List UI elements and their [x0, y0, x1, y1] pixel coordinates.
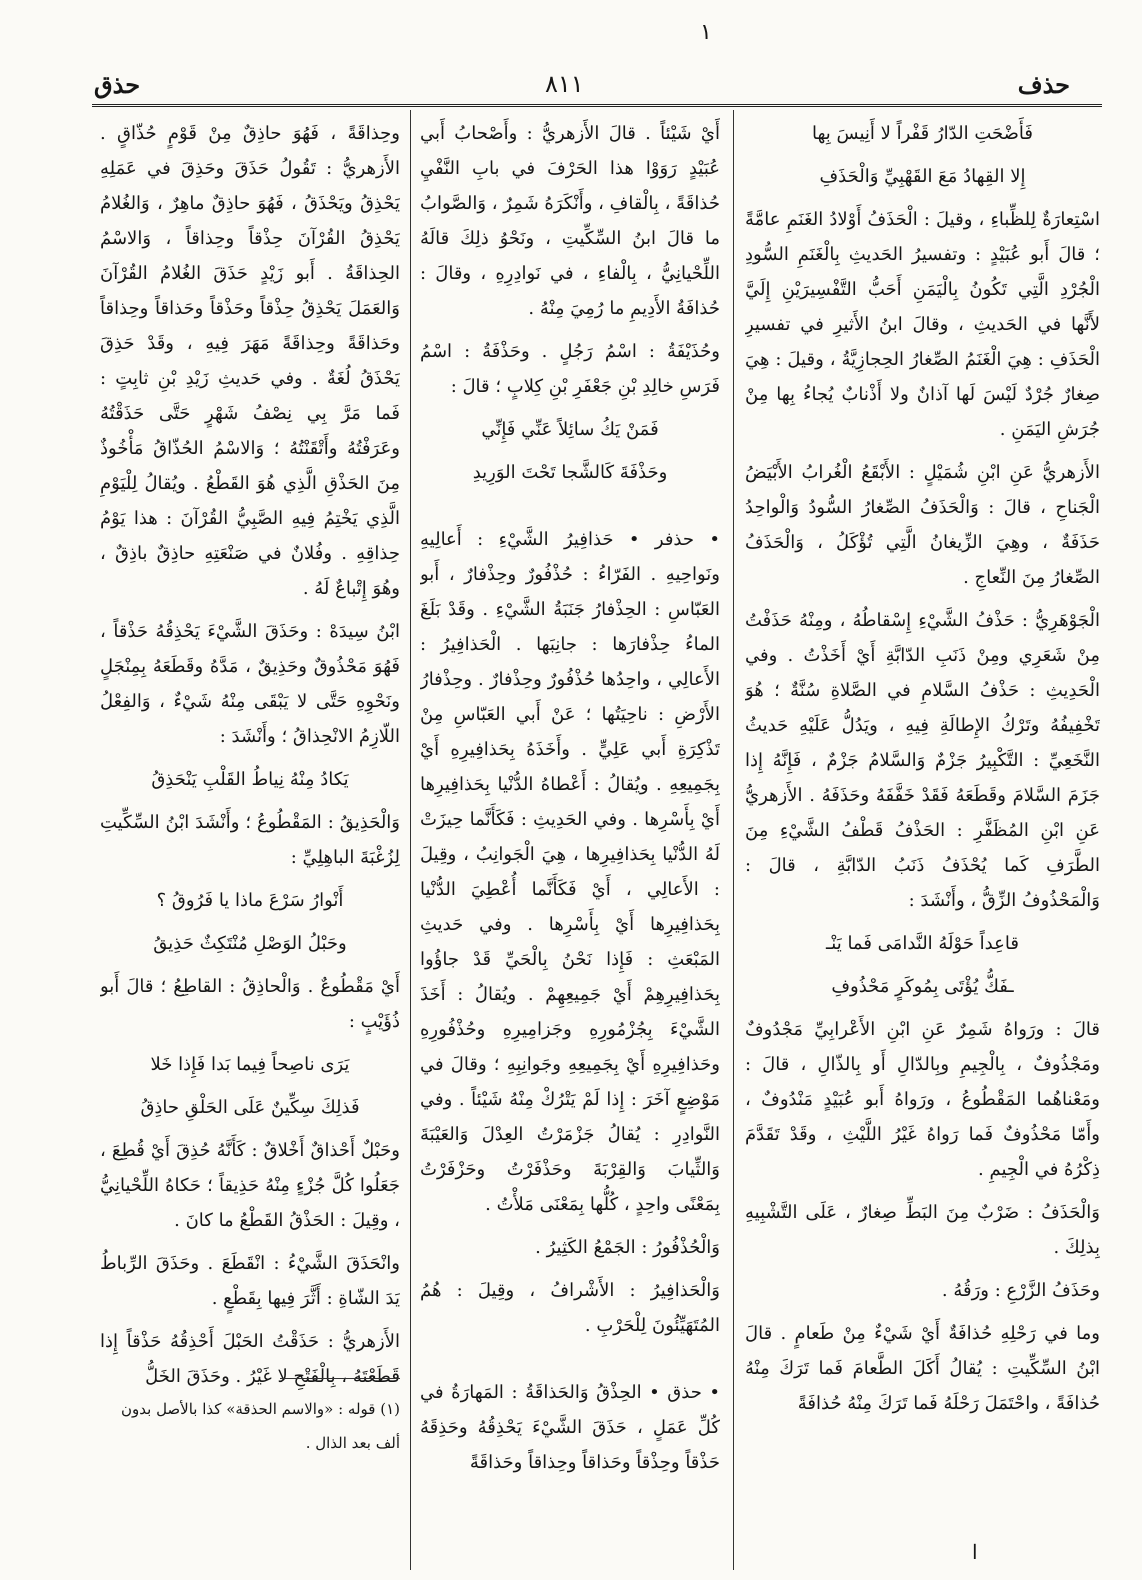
paragraph: الْجَوْهَرِيُّ : حَذْفُ الشَّيْءِ إِسْقاطُهُ ، ومِنْهُ حَذَفْتُ مِنْ شَعَرِي ومِنْ ذَنَبِ الدّابَّةِ أَيْ أَخَذْتُ . وفي الْحَدِيثِ : حَذْفُ السَّلامِ في الصَّلاةِ سُنَّةٌ ؛ هُوَ تَخْفِيفُهُ وتَرْكُ الإِطالَةِ فِيهِ ، ويَدُلُّ عَلَيْهِ حَديثُ النَّخَعِيِّ : التَّكْبِيرُ جَزْمٌ وَالسَّلامُ جَزْمٌ ، فَإِنَّهُ إِذا جَزَمَ السَّلامَ وقَطَعَهُ فَقَدْ خَفَّفَهُ وحَذَفَهُ . الأَزهريُّ عَنِ ابْنِ المُظَفَّرِ : الحَذْفُ قَطْفُ الشَّيْءِ مِنَ الطَّرَفِ كَما يُحْذَفُ ذَنَبُ الدّابَّةِ ، قالَ : وَالْمَحْذُوفُ الزِّقُّ ، وأَنْشَدَ :: [745, 610, 1100, 911]
column-left: [100, 116, 400, 1571]
paragraph: قالَ : ورَواهُ شَمِرٌ عَنِ ابْنِ الأَعْرابِيِّ مَجْدُوفٌ ومَجْذُوفٌ ، بِالْجِيمِ وبِالدّالِ أَو بِالذّالِ ، قالَ : ومَعْناهُما المَقْطُوعُ ، ورَواهُ أَبو عُبَيْدٍ مَنْدُوفٌ ، وأَمّا مَحْذُوفٌ فَما رَواهُ غَيْرُ اللَّيْثِ ، وقَدْ تَقَدَّمَ ذِكْرُهُ في الْجِيمِ .: [745, 1019, 1100, 1180]
page-number: ٨١١: [545, 70, 584, 98]
paragraph: أَيْ مَقْطُوعٌ . وَالْحاذِقُ : القاطِعُ ؛ قالَ أَبو ذُؤَيْبٍ :: [100, 976, 400, 1032]
bottom-mark: ا: [972, 1540, 978, 1564]
paragraph: وحُذَيْفَةُ : اسْمُ رَجُلٍ . وحَذْفَةُ : اسْمُ فَرَسِ خالِدِ بْنِ جَعْفَرِ بْنِ كِلابٍ ؛ قالَ :: [420, 341, 720, 397]
paragraph: وحَذَفُ الزَّرْعِ : ورَقُهُ .: [941, 1280, 1100, 1301]
paragraph: وانْحَذَقَ الشَّيْءُ : انْقَطَعَ . وحَذَقَ الرِّباطُ يَدَ الشّاةِ : أَثَّرَ فِيها بِقَطْعٍ .: [100, 1253, 400, 1309]
verse-line: فَأَضْحَتِ الدّارُ قَفْراً لا أَنِيسَ بِها: [812, 123, 1033, 144]
paragraph: وَالْحَذِيقُ : المَقْطُوعُ ؛ وأَنْشَدَ ابْنُ السِّكِّيتِ لِزُغْبَةَ الباهِلِيِّ :: [100, 812, 400, 868]
verse-line: وحَبْلُ الوَصْلِ مُنْتَكِثٌ حَذِيقُ: [153, 933, 347, 954]
column-right: [745, 116, 1100, 1571]
verse-line: وحَذْفَةَ كَالشَّجا تَحْتَ الوَرِيدِ: [472, 462, 668, 483]
entry-gap: [420, 498, 720, 522]
footnote: (١) قوله : «والاسم الحذقة» كذا بالأصل بدون ألف بعد الذال .: [121, 1400, 400, 1452]
paragraph: الأَزهريُّ عَنِ ابْنِ شُمَيْلٍ : الأَبْقَعُ الْغُرابُ الأَبْيَضُ الْجَناحِ ، قالَ : وَالْحَذَفُ الصِّغارُ السُّودُ وَالْواحِدُ حَذَفَةٌ ، وهِيَ الزِّيغانُ الَّتِي تُؤْكَلُ ، وَالْحَذَفُ الصِّغارُ مِنَ النِّعاجِ .: [745, 462, 1100, 588]
verse-line: ـفَكُّ يُؤْتَى بِمُوكَرٍ مَحْذُوفِ: [831, 976, 1014, 997]
header-right-entry: حذف: [1017, 70, 1070, 99]
footnote-rule: [280, 1378, 400, 1379]
paragraph: ابْنُ سِيدَهْ : وحَذَقَ الشَّيْءَ يَحْذِقُهُ حَذْقاً ، فَهُوَ مَحْذُوقٌ وحَذِيقٌ ، مَدَّهُ وقَطَعَهُ بِمِنْجَلٍ ونَحْوِهِ حَتَّى لا يَبْقَى مِنْهُ شَيْءٌ ، وَالفِعْلُ اللّازِمُ الانْحِذاقُ ؛ وأَنْشَدَ :: [100, 621, 400, 747]
verse-line: يَكادُ مِنْهُ نِياطُ القَلْبِ يَنْحَذِقُ: [151, 769, 349, 790]
paragraph: وَالْحَذافِيرُ : الأَشْرافُ ، وقِيلَ : هُمُ المُتَهَيِّئُونَ لِلْحَرْبِ .: [420, 1280, 720, 1336]
verse-line: فَذلِكَ سِكِّينٌ عَلَى الحَلْقِ حاذِقُ: [140, 1097, 360, 1118]
paragraph: وحَبْلٌ أَحْذاقٌ أَخْلاقٌ : كَأَنَّهُ حُذِقَ أَيْ قُطِعَ ، جَعَلُوا كُلَّ جُزْءٍ مِنْهُ حَذِيقاً ؛ حَكاهُ اللِّحْيانِيُّ ، وقِيلَ : الحَذْقُ القَطْعُ ما كانَ .: [100, 1140, 400, 1231]
verse-line: قاعِداً حَوْلَهُ النَّدامَى فَما يَنْـ: [826, 933, 1019, 954]
column-divider-1: [733, 110, 734, 1570]
verse-line: يَرَى ناصِحاً فِيما بَدا فَإِذا خَلا: [150, 1054, 350, 1075]
paragraph: اسْتِعارَةٌ لِلظِّباءِ ، وقيلَ : الْحَذَفُ أَوْلادُ الغَنَمِ عامَّةً ؛ قالَ أَبو عُبَيْدٍ : وتفسيرُ الحَديثِ بِالْغَنَمِ السُّودِ الْجُرْدِ الَّتِي تَكُونُ بِالْيَمَنِ أَحَبُّ التَّفْسِيرَيْنِ إِلَيَّ لأَنَّها في الحَديثِ ، وقالَ ابنُ الأَثيرِ في تفسيرِ الْحَذَفِ : هِيَ الْغَنَمُ الصِّغارُ الحِجازِيَّةُ ، وقيلَ : هِيَ صِغارٌ جُرْدٌ لَيْسَ لَها آذانٌ ولا أَذْنابٌ يُجاءُ بِها مِنْ جُرَشِ اليَمَنِ .: [745, 209, 1100, 440]
paragraph: وَالْحُذْفُورُ : الجَمْعُ الكَثِيرُ .: [535, 1237, 720, 1258]
paragraph: الأَزهريُّ : حَذَقْتُ الحَبْلَ أَحْذِقُهُ حَذْقاً إِذا قَطَعْتَهُ ، بِالْفَتْحِ لا غَيْرُ . وحَذَقَ الخَلُّ: [100, 1331, 400, 1387]
header-left-entry: حذق: [94, 70, 141, 99]
entry-hadhq: • حذق • الحِذْقُ وَالحَذاقَةُ : المَهارَةُ في كُلِّ عَمَلٍ ، حَذَقَ الشَّيْءَ يَحْذِقُهُ وحَذِقَهُ حَذْقاً وحِذْقاً وحَذاقاً وحِذاقاً وحَذاقَةً: [420, 1382, 720, 1473]
verse-line: فَمَنْ يَكُ سائِلاً عَنِّي فَإِنِّي: [481, 419, 659, 440]
paragraph: أَيْ شَيْئاً . قالَ الأَزهريُّ : وأَصْحابُ أَبي عُبَيْدٍ رَوَوْا هذا الحَرْفَ في بابِ النَّفْيِ حُذاقَةً ، بِالْقافِ ، وأَنْكَرَهُ شَمِرٌ ، وَالصَّوابُ ما قالَ ابنُ السِّكِّيتِ ، ونَحْوُ ذلِكَ قالَهُ اللِّحْيانِيُّ ، بِالْفاءِ ، في نَوادِرِهِ ، وقالَ : حُذافَةُ الأَدِيمِ ما رُمِيَ مِنْهُ .: [420, 123, 720, 319]
column-divider-2: [410, 110, 411, 1570]
top-mark: ١: [700, 20, 712, 45]
paragraph: وما في رَحْلِهِ حُذافَةٌ أَيْ شَيْءٌ مِنْ طَعامٍ . قالَ ابْنُ السِّكِّيتِ : يُقالُ أَكَلَ الطَّعامَ فَما تَرَكَ مِنْهُ حُذافَةً ، واحْتَمَلَ رَحْلَهُ فَما تَرَكَ مِنْهُ حُذافَةً: [745, 1323, 1100, 1414]
entry-gap: [420, 1351, 720, 1375]
verse-line: أَنْوارُ سَرْعَ ماذا يا فَرُوقُ ؟: [156, 890, 344, 911]
header-rule: [92, 104, 1102, 107]
entry-hadhfar: • حذفر • حَذافِيرُ الشَّيْءِ : أَعالِيهِ ونَواحِيهِ . الفَرّاءُ : حُذْفُورٌ وحِذْفارٌ ، أَبو العَبّاسِ : الحِذْفارُ جَنَبَةُ الشَّيْءِ . وقَدْ بَلَغَ الماءُ حِذْفارَها : جانِبَها . الْحَذافِيرُ : الأَعالِي ، واحِدُها حُذْفُورٌ وحِذْفارٌ . وحِذْفارُ الأَرْضِ : ناحِيَتُها ؛ عَنْ أَبي العَبّاسِ مِنْ تَذْكِرَةِ أَبي عَلِيٍّ . وأَخَذَهُ بِحَذافِيرِهِ أَيْ بِجَمِيعِهِ . ويُقالُ : أَعْطاهُ الدُّنْيا بِحَذافِيرِها أَيْ بِأَسْرِها . وفي الحَدِيثِ : فَكَأَنَّما حِيزَتْ لَهُ الدُّنْيا بِحَذافِيرِها ، هِيَ الْجَوانِبُ ، وقِيلَ : الأَعالِي ، أَيْ فَكَأَنَّما أُعْطِيَ الدُّنْيا بِحَذافِيرِها أَيْ بِأَسْرِها . وفي حَديثِ المَبْعَثِ : فَإِذا نَحْنُ بِالْحَيِّ قَدْ جاؤُوا بِحَذافِيرِهِمْ أَيْ جَمِيعِهِمْ . ويُقالُ : أَخَذَ الشَّيْءَ بِجُزْمُورِهِ وجَزامِيرِهِ وحُذْفُورِهِ وحَذافِيرِهِ أَيْ بِجَمِيعِهِ وجَوانِبِهِ ؛ وقالَ في مَوْضِعٍ آخَرَ : إِذا لَمْ يَتْرُكْ مِنْهُ شَيْئاً . وفي النَّوادِرِ : يُقالُ جَزْمَرْتُ العِدْلَ وَالعَيْبَةَ وَالثِّيابَ وَالقِرْبَةَ وحَذْفَرْتُ وحَزْفَرْتُ بِمَعْنًى واحِدٍ ، كُلُّها بِمَعْنَى مَلأْتُ .: [420, 529, 720, 1215]
column-middle: [420, 116, 720, 1571]
paragraph: وَالْحَذَفُ : ضَرْبٌ مِنَ البَطِّ صِغارٌ ، عَلَى التَّشْبِيهِ بِذلِكَ .: [745, 1202, 1100, 1258]
paragraph: وحِذاقَةً ، فَهُوَ حاذِقٌ مِنْ قَوْمٍ حُذّاقٍ . الأَزهريُّ : تَقُولُ حَذَقَ وحَذِقَ في عَمَلِهِ يَحْذِقُ ويَحْذَقُ ، فَهُوَ حاذِقٌ ماهِرٌ ، وَالغُلامُ يَحْذِقُ القُرْآنَ حِذْقاً وحِذاقاً ، وَالاسْمُ الحِذاقَةُ . أَبو زَيْدٍ حَذَقَ الغُلامُ القُرْآنَ وَالعَمَلَ يَحْذِقُ حِذْقاً وحَذْقاً وحَذاقاً وحِذاقاً وحَذاقَةً وحِذاقَةً مَهَرَ فِيهِ ، وقَدْ حَذِقَ يَحْذَقُ لُغَةٌ . وفي حَديثِ زَيْدِ بْنِ ثابِتٍ : فَما مَرَّ بِي نِصْفُ شَهْرٍ حَتَّى حَذَقْتُهُ وعَرَفْتُهُ وأَتْقَنْتُهُ ؛ وَالاسْمُ الحُذّاقُ مَأْخُوذٌ مِنَ الحَذْقِ الَّذِي هُوَ القَطْعُ . ويُقالُ لِلْيَوْمِ الَّذِي يَخْتِمُ فِيهِ الصَّبِيُّ القُرْآنَ : هذا يَوْمُ حِذاقِهِ . وفُلانٌ في صَنْعَتِهِ حاذِقٌ باذِقٌ ، وهُوَ إِتْباعٌ لَهُ .: [100, 123, 400, 599]
verse-line: إِلا القِهادُ مَعَ القَهْبِيِّ وَالْحَذَفِ: [819, 166, 1026, 187]
